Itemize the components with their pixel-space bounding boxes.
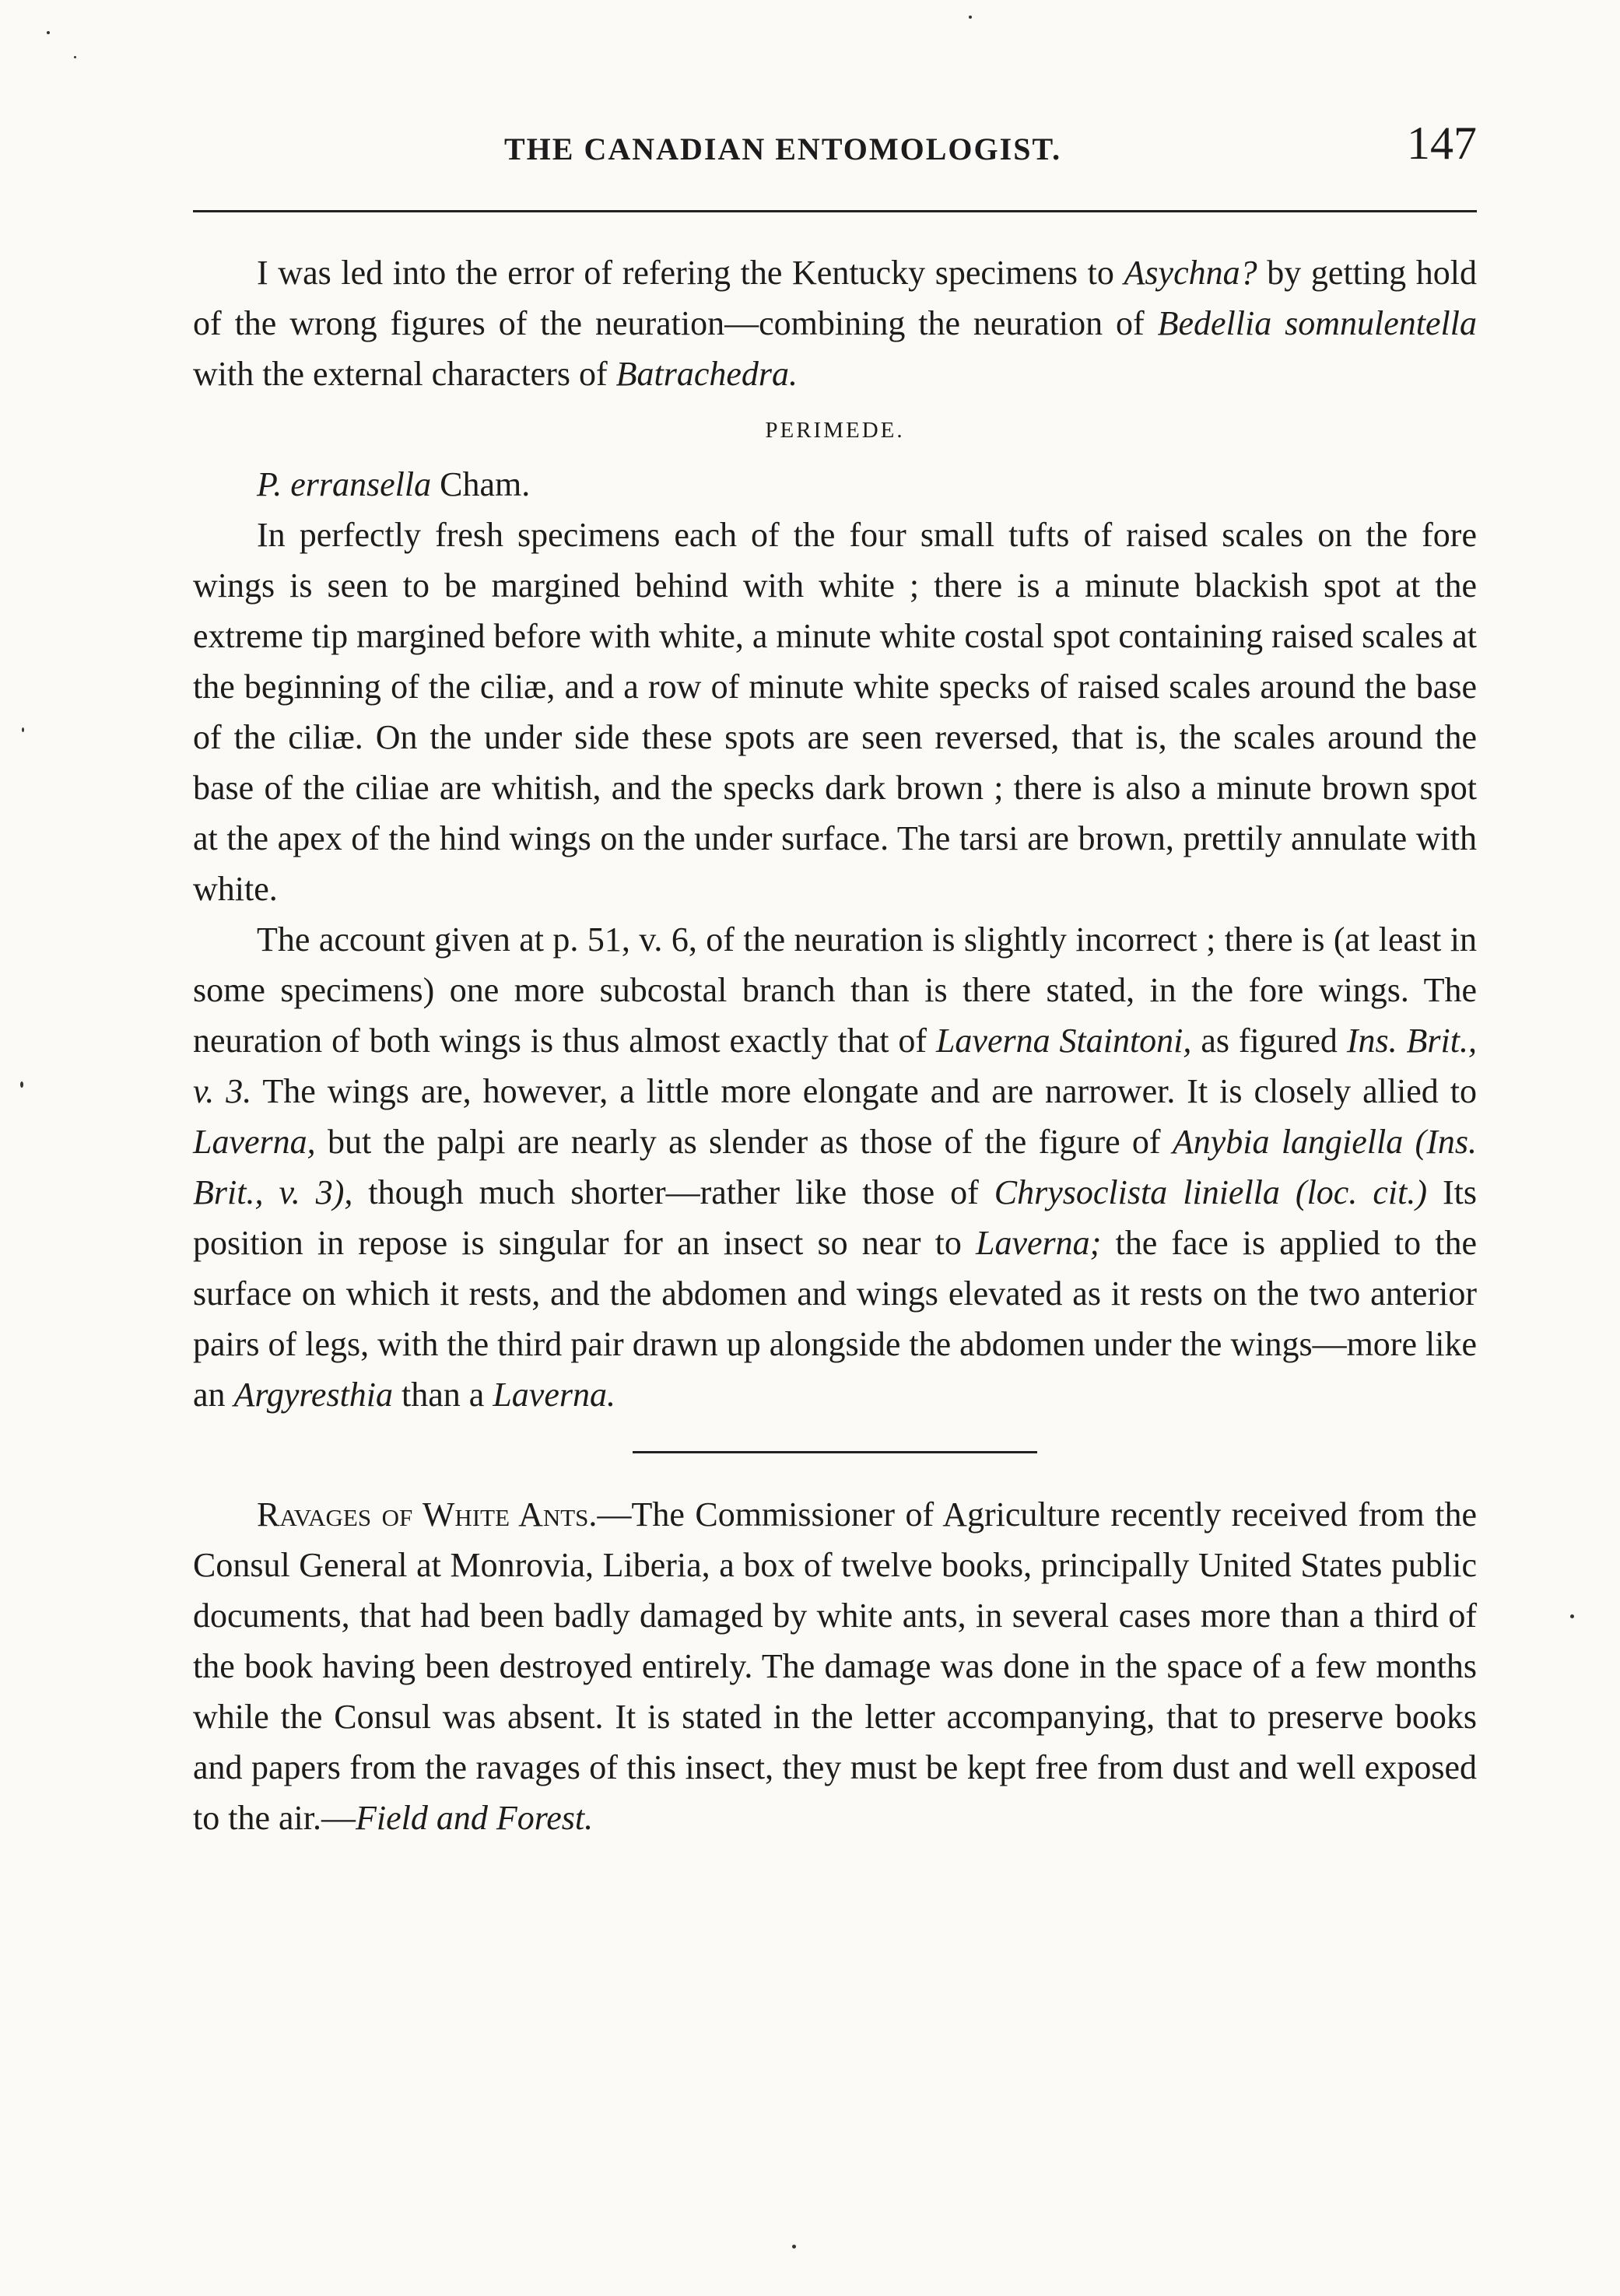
text-run: but the palpi are nearly as slender as those of the figure of xyxy=(315,1123,1173,1161)
scan-speck xyxy=(969,16,972,19)
text-run: The account given at p. 51, v. 6, of the neuration is slightly incorrect ; there is (at least in some specimens) one more subcostal branch than is there stated, in the fore wings. The neuration of both wings is thus almost exactly that of xyxy=(193,920,1477,1060)
species-author: Cham. xyxy=(431,465,531,503)
paragraph-description: In perfectly fresh specimens each of the four small tufts of raised scales on the fore wings is seen to be margined behind with white ; there is a minute blackish spot at the extreme tip margined before with white, a minute white costal spot containing raised scales at the beginning of the ciliæ, and a row of minute white specks of raised scales around the base of the ciliæ. On the under side these spots are seen reversed, that is, the scales around the base of the ciliae are whitish, and the specks dark brown ; there is also a minute brown spot at the apex of the hind wings on the under surface. The tarsi are brown, prettily annulate with white. xyxy=(193,516,1477,908)
text-run: —The Commissioner of Agriculture recently received from the Consul General at Monrovia, Liberia, a box of twelve books, principally United States public documents, that had been badly damaged by white ants, in several cases more than a third of the book having been destroyed entirely. The damage was done in the space of a few months while the Consul was absent. It is stated in the letter accompanying, that to preserve books and papers from the ravages of this insect, they must be kept free from dust and well exposed to the air.— xyxy=(193,1495,1477,1837)
text-run: The wings are, however, a little more elongate and are narrower. It is closely allied to xyxy=(251,1072,1478,1110)
text-run: the face is applied to the surface on which it rests, and the abdomen and wings elevated as it rests on the two anterior pairs of legs, with the third pair drawn up alongside the abdomen under the wings—more like an xyxy=(193,1224,1478,1414)
paragraph-neuration xyxy=(193,914,1477,1420)
citation: Ins. Brit., v. 3. xyxy=(193,1022,1477,1110)
scan-speck xyxy=(22,727,24,732)
header-rule xyxy=(193,210,1477,212)
page-number: 147 xyxy=(1407,117,1477,169)
scan-speck xyxy=(792,2245,796,2249)
scan-speck xyxy=(74,56,76,58)
source-citation: Field and Forest. xyxy=(355,1799,594,1837)
text-run: I was led into the error of refering the Kentucky specimens to xyxy=(257,254,1124,292)
taxon-name: Bedellia somnulentella xyxy=(1157,304,1477,342)
taxon-name: Laverna; xyxy=(976,1224,1102,1262)
taxon-name: Argyresthia xyxy=(233,1376,394,1414)
article-lead: Ravages of White Ants. xyxy=(257,1495,598,1534)
scan-speck xyxy=(1570,1614,1574,1618)
taxon-name: Chrysoclista liniella (loc. cit.) xyxy=(994,1173,1427,1211)
text-run: though much shorter—rather like those of xyxy=(352,1173,994,1211)
article-body xyxy=(193,247,1477,1843)
section-divider xyxy=(633,1451,1037,1453)
section-heading: PERIMEDE. xyxy=(765,418,905,443)
text-run: by getting hold of the wrong figures of the neuration—combining the neuration of xyxy=(193,254,1477,342)
paragraph-asychna-correction xyxy=(193,247,1477,399)
taxon-name: Batrachedra. xyxy=(615,355,798,393)
page-header xyxy=(193,117,1477,179)
text-run: with the external characters of xyxy=(193,355,616,393)
taxon-name: Asychna? xyxy=(1124,254,1257,292)
species-name: P. erransella xyxy=(257,465,432,503)
text-run: than a xyxy=(393,1376,493,1414)
taxon-name: Laverna Staintoni, xyxy=(935,1022,1192,1060)
scan-speck xyxy=(47,31,50,34)
journal-title: THE CANADIAN ENTOMOLOGIST. xyxy=(504,131,1062,167)
taxon-name: Anybia langiella (Ins. Brit., v. 3), xyxy=(193,1123,1477,1211)
text-run: as figured xyxy=(1191,1022,1347,1060)
taxon-name: Laverna, xyxy=(193,1123,316,1161)
paragraph-white-ants xyxy=(193,1489,1477,1843)
text-run: Its position in repose is singular for an insect so near to xyxy=(193,1173,1478,1262)
taxon-name: Laverna. xyxy=(493,1376,615,1414)
scan-speck xyxy=(20,1081,23,1088)
species-heading xyxy=(193,459,1477,510)
